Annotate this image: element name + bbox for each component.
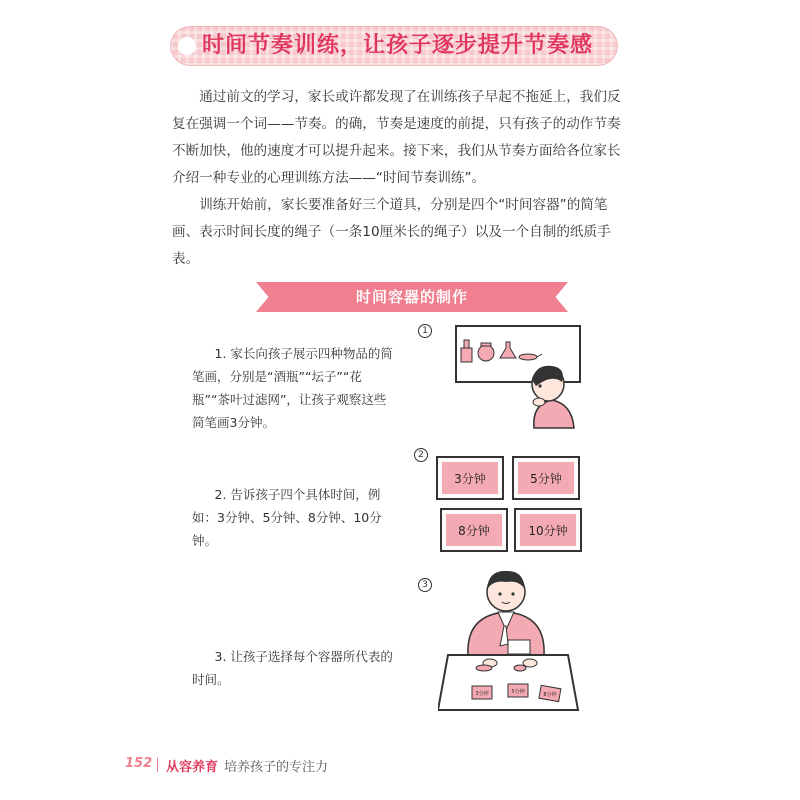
time-card-8min: 8分钟 <box>440 508 508 552</box>
props-paragraph: 训练开始前，家长要准备好三个道具，分别是四个“时间容器”的简笔画、表示时间长度的绳子（一条10厘米长的绳子）以及一个自制的纸质手表。 <box>172 197 611 267</box>
book-title: 培养孩子的专注力 <box>224 760 329 775</box>
illustration-1 <box>440 320 590 445</box>
step-2-text: 2. 告诉孩子四个具体时间，例如：3分钟、5分钟、8分钟、10分钟。 <box>192 487 382 548</box>
footer-divider <box>157 758 158 772</box>
step-3-text: 3. 让孩子选择每个容器所代表的时间。 <box>192 649 393 687</box>
illustration-number-3: 3 <box>418 578 432 592</box>
series-name: 从容养育 <box>166 760 219 775</box>
table-card-8min: 8分钟 <box>543 692 557 698</box>
illustration-number-1: 1 <box>418 324 432 338</box>
page-number: 152 <box>125 756 153 771</box>
illustration-3 <box>438 560 588 720</box>
table-card-3min: 3分钟 <box>475 691 489 697</box>
time-card-10min: 10分钟 <box>514 508 582 552</box>
page-title: 时间节奏训练，让孩子逐步提升节奏感 <box>202 33 594 58</box>
time-card-3min: 3分钟 <box>436 456 504 500</box>
table-card-5min: 5分钟 <box>511 689 525 695</box>
time-card-5min: 5分钟 <box>512 456 580 500</box>
section-title: 时间容器的制作 <box>355 288 468 306</box>
title-bullet-icon <box>178 37 196 55</box>
illustration-number-2: 2 <box>414 448 428 462</box>
intro-paragraph: 通过前文的学习，家长或许都发现了在训练孩子早起不拖延上，我们反复在强调一个词——节奏。的确，节奏是速度的前提，只有孩子的动作节奏不断加快，他的速度才可以提升起来。接下来，我们从节奏方面给各位家长介绍一种专业的心理训练方法——“时间节奏训练”。 <box>172 89 621 186</box>
step-1-text: 1. 家长向孩子展示四种物品的简笔画，分别是“酒瓶”“坛子”“花瓶”“茶叶过滤网”，让孩子观察这些简笔画3分钟。 <box>192 346 393 430</box>
